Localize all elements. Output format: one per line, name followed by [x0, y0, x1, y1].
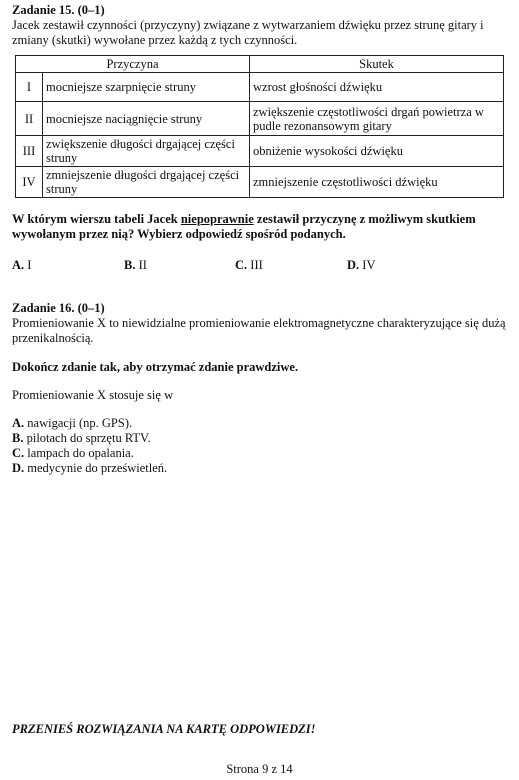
- answer-option-b[interactable]: [124, 258, 147, 273]
- header-cause: Przyczyna: [16, 56, 250, 73]
- table-row: [16, 136, 504, 167]
- answer-letter: D.: [347, 258, 360, 272]
- table-row: [16, 73, 504, 102]
- question-underlined-word: niepoprawnie: [180, 212, 254, 226]
- option-c[interactable]: [12, 446, 167, 461]
- row-number: III: [16, 136, 43, 167]
- question-text-start: W którym wierszu tabeli Jacek: [12, 212, 181, 226]
- question-text-end: zestawił przyczynę z możliwym skutkiem wywołanym przez nią? Wybierz odpowiedź spośród podanych.: [12, 212, 476, 241]
- table-row: [16, 102, 504, 136]
- option-text: medycynie do prześwietleń.: [27, 461, 168, 475]
- task16-instruction: Dokończ zdanie tak, aby otrzymać zdanie prawdziwe.: [12, 360, 299, 374]
- table-header-row: [16, 56, 504, 73]
- answer-option-c[interactable]: [235, 258, 263, 273]
- row-effect: zwiększenie częstotliwości drgań powietrza w pudle rezonansowym gitary: [250, 102, 504, 136]
- answer-letter: C.: [235, 258, 248, 272]
- task15-intro: Jacek zestawił czynności (przyczyny) związane z wytwarzaniem dźwięku przez strunę gitary i zmiany (skutki) wywołane przez każdą z tych czynności.: [12, 18, 484, 47]
- option-b[interactable]: [12, 431, 167, 446]
- task15-answers: [12, 258, 507, 273]
- task15-title: Zadanie 15. (0–1): [12, 3, 105, 17]
- option-letter: D.: [12, 461, 25, 475]
- cause-effect-table: [15, 55, 504, 198]
- answer-option-d[interactable]: [347, 258, 375, 273]
- task15-question: [12, 212, 507, 242]
- option-text: lampach do opalania.: [27, 446, 134, 460]
- row-cause: mocniejsze szarpnięcie struny: [43, 73, 250, 102]
- row-number: I: [16, 73, 43, 102]
- answer-option-a[interactable]: [12, 258, 31, 273]
- answer-text: III: [250, 258, 263, 272]
- row-number: II: [16, 102, 43, 136]
- answer-letter: B.: [124, 258, 136, 272]
- option-a[interactable]: [12, 416, 167, 431]
- task16-intro: Promieniowanie X to niewidzialne promieniowanie elektromagnetyczne charakteryzujące się dużą przenikalnością.: [12, 316, 506, 345]
- row-effect: wzrost głośności dźwięku: [250, 73, 504, 102]
- row-effect: obniżenie wysokości dźwięku: [250, 136, 504, 167]
- header-effect: Skutek: [250, 56, 504, 73]
- table-row: [16, 167, 504, 198]
- option-d[interactable]: [12, 461, 167, 476]
- task16-stem: Promieniowanie X stosuje się w: [12, 388, 174, 402]
- row-cause: zwiększenie długości drgającej części struny: [43, 136, 250, 167]
- answer-letter: A.: [12, 258, 25, 272]
- answer-text: II: [138, 258, 147, 272]
- option-letter: A.: [12, 416, 25, 430]
- option-text: pilotach do sprzętu RTV.: [26, 431, 151, 445]
- option-letter: B.: [12, 431, 24, 445]
- option-letter: C.: [12, 446, 25, 460]
- transfer-answers-note: PRZENIEŚ ROZWIĄZANIA NA KARTĘ ODPOWIEDZI!: [12, 722, 316, 736]
- task16-title: Zadanie 16. (0–1): [12, 301, 105, 315]
- row-cause: zmniejszenie długości drgającej części struny: [43, 167, 250, 198]
- row-number: IV: [16, 167, 43, 198]
- row-cause: mocniejsze naciągnięcie struny: [43, 102, 250, 136]
- task16-options: [12, 416, 167, 476]
- answer-text: IV: [362, 258, 376, 272]
- page-number: Strona 9 z 14: [226, 762, 293, 776]
- answer-text: I: [27, 258, 32, 272]
- row-effect: zmniejszenie częstotliwości dźwięku: [250, 167, 504, 198]
- option-text: nawigacji (np. GPS).: [27, 416, 133, 430]
